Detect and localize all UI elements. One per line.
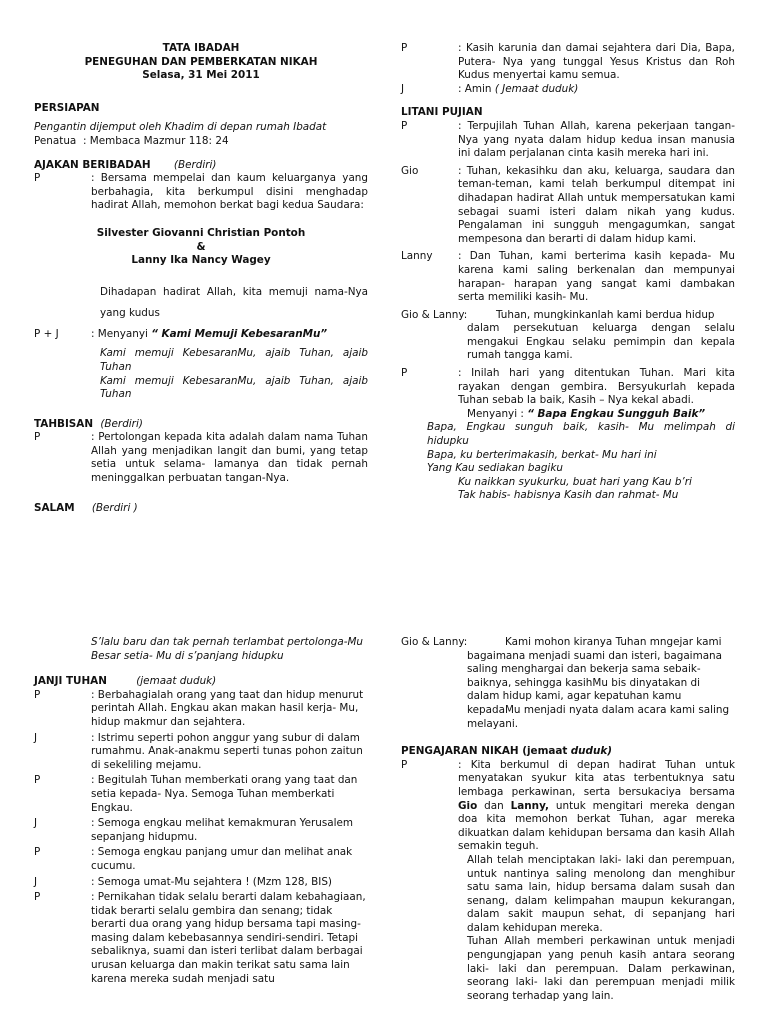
ajakan-row (34, 172, 368, 213)
janji-text: : Semoga engkau melihat kemakmuran Yerusalem sepanjang hidupmu. (91, 817, 353, 843)
song2-line: Bapa, ku berterimakasih, berkat- Mu hari ini (427, 448, 657, 461)
salam-heading-line (34, 502, 368, 516)
kasih-text: : Kasih karunia dan damai sejahtera dari Dia, Bapa, Putera- Nya yang tunggal Yesus Kristus dan Roh Kudus menyertai kamu semua. (458, 42, 735, 82)
menyanyi-row (34, 328, 368, 342)
speaker-label: P (34, 846, 41, 859)
penatua-row (34, 135, 368, 149)
speaker-label: J (34, 817, 38, 830)
pengajaran-text: : Kita berkumul di depan hadirat Tuhan untuk menyatakan syukur kita atas terbentuknya satu lembaga perkawinan, serta bersukaciya bersama (458, 758, 735, 798)
janji-row (34, 774, 368, 815)
song2-line: Tak habis- habisnya Kasih dan rahmat- Mu (458, 489, 679, 502)
litani-row (401, 165, 735, 247)
doc-date: Selasa, 31 Mei 2011 (142, 69, 260, 82)
janji-text: : Istrimu seperti pohon anggur yang subur di dalam rumahmu. Anak-anakmu seperti tunas pohon zaitun di sekeliling mejamu. (91, 731, 363, 771)
menyanyi-label: : Menyanyi (91, 327, 148, 340)
janji-row (34, 891, 368, 986)
ajakan-heading: AJAKAN BERIBADAH (34, 158, 151, 171)
janji-row (34, 732, 368, 773)
song1-line: Kami memuji KebesaranMu, ajaib Tuhan, ajaib Tuhan (100, 347, 368, 373)
tahbisan-row (34, 431, 368, 485)
groom-name: Silvester Giovanni Christian Pontoh (96, 226, 306, 239)
song1-line: Kami memuji KebesaranMu, ajaib Tuhan, ajaib Tuhan (100, 374, 368, 401)
song2-line: Ku naikkan syukurku, buat hari yang Kau b’ri (458, 475, 692, 488)
song2-title: “ Bapa Engkau Sungguh Baik” (527, 407, 706, 420)
song1-title: “ Kami Memuji KebesaranMu” (151, 327, 328, 340)
amin-row (401, 83, 735, 97)
name-lanny: Lanny, (510, 799, 549, 812)
speaker-label: P (34, 688, 41, 701)
litani-row (401, 120, 735, 161)
ajakan-text: : Bersama mempelai dan kaum keluarganya yang berbahagia, kita berkumpul disini menghadap hadirat Allah, memohon berkat bagi kedua Saudara: (91, 172, 368, 212)
janji-row (34, 876, 368, 890)
janji-text: : Begitulah Tuhan memberkati orang yang taat dan setia kepada- Nya. Semoga Tuhan memberkati Engkau. (91, 774, 358, 814)
litani-row (401, 367, 735, 408)
speaker-label: Gio & Lanny: (401, 308, 468, 321)
amin-note: ( Jemaat duduk) (494, 82, 579, 95)
litani-text: Tuhan, mungkinkanlah kami berdua hidup (496, 308, 715, 321)
janji-text: : Semoga umat-Mu sejahtera ! (Mzm 128, BIS) (91, 875, 332, 888)
left-top-column (34, 42, 368, 515)
janji-heading-line (34, 675, 368, 689)
doc-title: TATA IBADAH (162, 42, 240, 54)
speaker-label: P (34, 774, 41, 787)
ajakan-heading-line (34, 159, 368, 173)
gio-lanny-prayer (401, 636, 735, 731)
bride-name: Lanny Ika Nancy Wagey (131, 254, 271, 267)
janji-rows (34, 689, 368, 986)
penatua-text: : Membaca Mazmur 118: 24 (83, 134, 229, 147)
speaker-label: P (34, 431, 41, 444)
litani-text-cont: dalam persekutuan keluarga dengan selalu mengakui Engkau selaku pemimpin dan kepala rumah tangga kami. (467, 322, 735, 362)
janji-text: : Pernikahan tidak selalu berarti dalam kebahagiaan, tidak berarti selalu gembira dan senang; tidak berarti dua orang yang hidup bersama tapi masing-masing dalam kebebasannya sendiri-sendiri. Tetapi sebaliknya, suami dan isteri terlibat dalam berbagai urusan keluarga dan makin terikat satu sama lain karena mereka sudah menjadi satu (91, 891, 366, 985)
janji-row (34, 817, 368, 844)
litani-row (401, 250, 735, 304)
janji-row (34, 689, 368, 730)
salam-heading: SALAM (34, 501, 75, 514)
prayer-text-cont: bagaimana menjadi suami dan isteri, bagaimana saling menghargai dan bekerja sama sebaik-baiknya, sehingga kasihMu bis dinyatakan di dalam hidup kami, agar kepatuhan kamu kepadaMu menjadi nyata dalam acara kami saling melayani. (467, 649, 730, 730)
speaker-label: Penatua (34, 134, 77, 147)
gio-lanny-row (401, 309, 735, 363)
song2-line: Bapa, Engkau sunguh baik, kasih- Mu melimpah di hidupku (427, 421, 735, 448)
litani-text: : Dan Tuhan, kami berterima kasih kepada- Mu karena kami saling berkenalan dan mempunyai harapan- harapan yang sangat kami dambakan serta memiliki kasih- Mu. (458, 250, 735, 304)
persiapan-line: Pengantin dijemput oleh Khadim di depan rumah Ibadat (34, 121, 327, 134)
speaker-label: J (34, 731, 38, 744)
tahbisan-text: : Pertolongan kepada kita adalah dalam nama Tuhan Allah yang menjadikan langit dan bumi, yang tetap setia untuk selama- lamanya dan tidak pernah meninggalkan perbuatan tangan-Nya. (91, 431, 368, 485)
right-top-column (401, 42, 735, 503)
litani-text: : Terpujilah Tuhan Allah, karena pekerjaan tangan-Nya yang nyata dalam hidup kedua insan manusia ini dalam perjalanan cinta kasih mereka hari ini. (458, 119, 735, 160)
ampersand: & (196, 240, 206, 253)
speaker-label: Gio (401, 164, 419, 177)
pengajaran-paragraph: Allah telah menciptakan laki- laki dan perempuan, untuk nantinya saling menolong dan menghibur satu sama lain, hidup bersama dalam susah dan senang, dalam kelimpahan maupun kekurangan, dalam sakit maupun sehat, di sepanjang hari dalam kehidupan mereka. (467, 853, 735, 934)
left-bottom-column (34, 636, 368, 988)
ajakan-note: (Berdiri) (173, 158, 217, 171)
litani-text: : Tuhan, kekasihku dan aku, keluarga, saudara dan teman-teman, kami telah berkumpul ditempat ini dihadapan hadirat Allah untuk mempersatukan kami sebagai suami isteri dalam nikah yang kudus. Pengalaman ini sungguh mengagumkan, sangat mempesona dan berarti di dalam hidup kami. (458, 164, 735, 245)
tahbisan-heading: TAHBISAN (34, 417, 94, 430)
pengajaran-row (401, 759, 735, 854)
janji-heading: JANJI TUHAN (34, 675, 107, 688)
speaker-label: P (34, 891, 41, 904)
speaker-label: Gio & Lanny: (401, 636, 468, 648)
tahbisan-heading-line (34, 418, 368, 432)
pengajaran-text: untuk mengitari mereka dengan doa kita memohon berkat Tuhan, agar mereka dikuatkan dalam kehidupan bersama dan kasih Allah semakin teguh. (458, 799, 735, 853)
amin-text: : Amin (458, 82, 492, 95)
right-bottom-column (401, 636, 735, 1003)
name-gio: Gio (458, 799, 478, 812)
doc-subtitle: PENEGUHAN DAN PEMBERKATAN NIKAH (84, 55, 318, 68)
speaker-label: P (401, 42, 408, 54)
speaker-label: P (401, 119, 408, 132)
pengajaran-note: duduk) (570, 745, 613, 758)
pengajaran-heading: PENGAJARAN NIKAH (jemaat (401, 745, 568, 758)
janji-text: : Semoga engkau panjang umur dan melihat anak cucumu. (91, 846, 353, 872)
song-continuation-line: S’lalu baru dan tak pernah terlambat pertolonga-Mu (91, 636, 364, 648)
janji-text: : Berbahagialah orang yang taat dan hidup menurut perintah Allah. Engkau akan makan hasil kerja- Mu, hidup makmur dan sejahtera. (91, 688, 364, 728)
dihadapan-text: Dihadapan hadirat Allah, kita memuji nama-Nya yang kudus (100, 285, 368, 319)
janji-row (34, 846, 368, 873)
pengajaran-paragraph: Tuhan Allah memberi perkawinan untuk menjadi pengungjapan yang penuh kasih antara seorang laki- laki dan perempuan. Dalam perkawinan, seorang laki- laki dan perempuan menjadi milik seorang terhadap yang lain. (467, 935, 735, 1002)
menyanyi-label: Menyanyi : (467, 407, 524, 420)
litani-text: : Inilah hari yang ditentukan Tuhan. Mari kita rayakan dengan gembira. Bersyukurlah kepada Tuhan sebab Ia baik, Kasih – Nya kekal abadi. (458, 367, 735, 407)
speaker-label: P (34, 172, 41, 185)
tahbisan-note: (Berdiri) (100, 417, 143, 430)
janji-note: (jemaat duduk) (136, 675, 217, 688)
prayer-text: Kami mohon kiranya Tuhan mngejar kami (505, 636, 722, 648)
song-continuation-line: Besar setia- Mu di s’panjang hidupku (91, 649, 284, 662)
persiapan-heading: PERSIAPAN (34, 101, 100, 114)
conjunction: dan (484, 799, 504, 812)
pengajaran-heading-line (401, 745, 735, 759)
speaker-label: Lanny (401, 250, 433, 263)
speaker-label: P (401, 367, 408, 380)
speaker-label: J (401, 82, 405, 95)
speaker-label: P + J (34, 327, 59, 340)
kasih-row (401, 42, 735, 83)
litani-heading: LITANI PUJIAN (401, 106, 483, 119)
salam-note: (Berdiri ) (91, 501, 138, 514)
speaker-label: P (401, 758, 408, 771)
song2-intro (401, 408, 735, 422)
song2-line: Yang Kau sediakan bagiku (427, 462, 563, 475)
speaker-label: J (34, 875, 38, 888)
